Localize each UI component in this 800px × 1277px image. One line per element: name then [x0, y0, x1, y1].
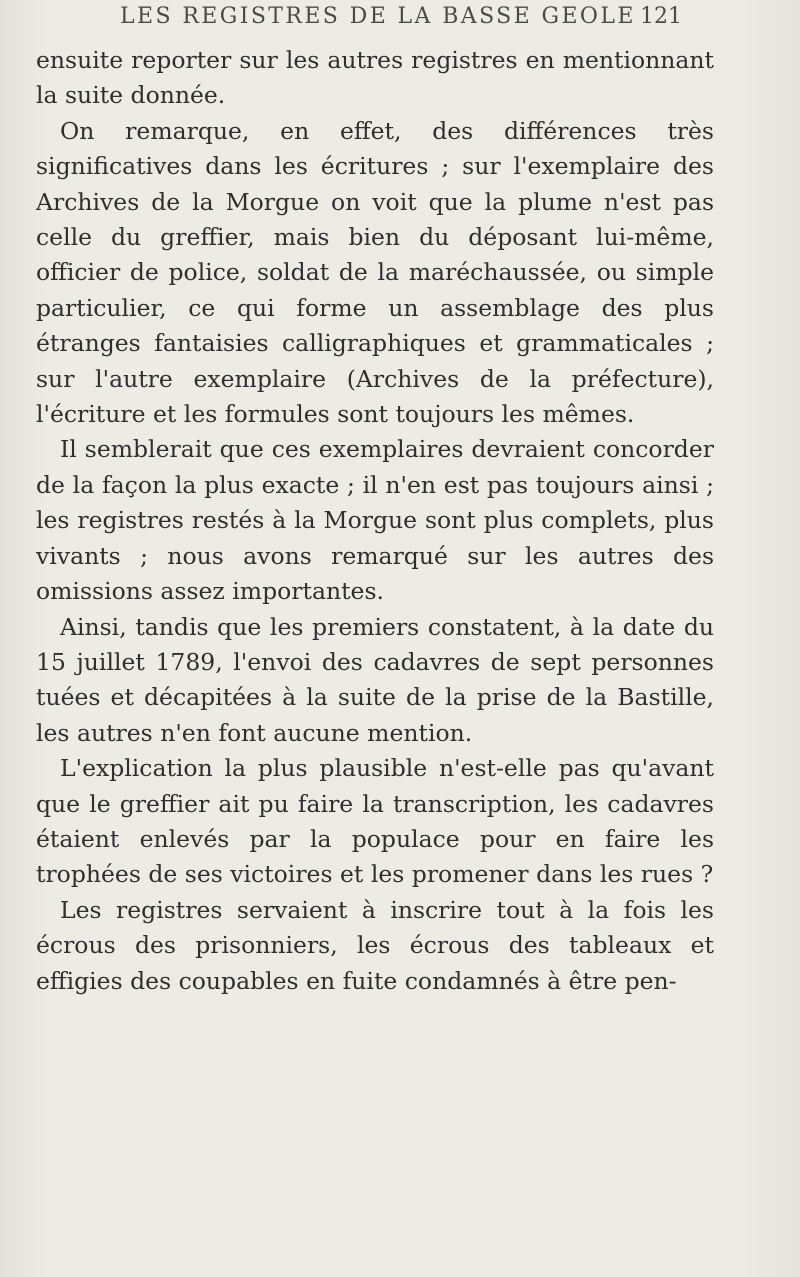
paragraph-semblerait: Il semblerait que ces exemplaires devraient concorder de la façon la plus exacte ; il n'en est pas toujours ainsi ; les registres restés à la Morgue sont plus complets, plus vivants ; nous avons remarqué sur les autres des omissions assez importantes.	[36, 435, 714, 606]
running-title: LES REGISTRES DE LA BASSE GEOLE	[120, 4, 636, 29]
page-number: 121	[640, 4, 682, 29]
paragraph-continuation: ensuite reporter sur les autres registres en mentionnant la suite donnée.	[36, 46, 714, 110]
page-header	[0, 2, 800, 42]
paragraph-remarque: On remarque, en effet, des différences très significatives dans les écritures ; sur l'exemplaire des Archives de la Morgue on voit que la plume n'est pas celle du greffier, mais bien du déposant lui-même, officier de police, soldat de la maréchaussée, ou simple particulier, ce qui forme un assemblage des plus étranges fantaisies calligraphiques et grammaticales ; sur l'autre exemplaire (Archives de la préfecture), l'écriture et les formules sont toujours les mêmes.	[36, 116, 714, 429]
paragraph-registres: Les registres servaient à inscrire tout à la fois les écrous des prisonniers, les écrous des tableaux et effigies des coupables en fuite condamnés à être pen-	[36, 895, 714, 995]
body-text	[36, 43, 714, 999]
paragraph-explication: L'explication la plus plausible n'est-elle pas qu'avant que le greffier ait pu faire la transcription, les cadavres étaient enlevés par la populace pour en faire les trophées de ses victoires et les promener dans les rues ?	[36, 754, 714, 889]
paragraph-ainsi: Ainsi, tandis que les premiers constatent, à la date du 15 juillet 1789, l'envoi des cadavres de sept personnes tuées et décapitées à la suite de la prise de la Bastille, les autres n'en font aucune mention.	[36, 612, 714, 747]
